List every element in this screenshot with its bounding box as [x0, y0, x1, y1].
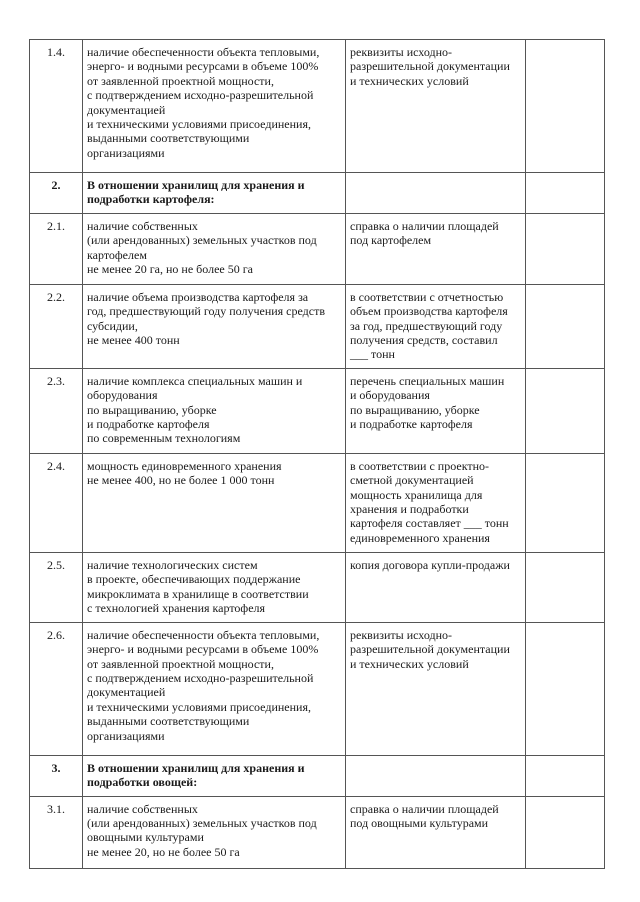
extra-cell	[526, 173, 605, 214]
table-row	[30, 622, 605, 755]
document-cell	[346, 755, 526, 796]
extra-cell	[526, 796, 605, 868]
criterion-cell: наличие объема производства картофеля за год, предшествующий году получения средств субсидии, не менее 400 тонн	[83, 284, 346, 368]
extra-cell	[526, 622, 605, 755]
section-number: 3.	[30, 755, 83, 796]
criterion-cell: наличие технологических систем в проекте, обеспечивающих поддержание микроклимата в хранилище в соответствии с технологией хранения картофеля	[83, 552, 346, 622]
document-cell: реквизиты исходно- разрешительной документации и технических условий	[346, 40, 526, 173]
document-cell: в соответствии с проектно- сметной документацией мощность хранилища для хранения и подработки картофеля составляет ___ тонн единовременного хранения	[346, 453, 526, 552]
extra-cell	[526, 368, 605, 453]
table-row	[30, 284, 605, 368]
section-row	[30, 755, 605, 796]
document-cell	[346, 173, 526, 214]
document-cell: копия договора купли-продажи	[346, 552, 526, 622]
section-row	[30, 173, 605, 214]
row-number: 2.6.	[30, 622, 83, 755]
row-number: 2.2.	[30, 284, 83, 368]
row-number: 3.1.	[30, 796, 83, 868]
table-row	[30, 796, 605, 868]
document-cell: реквизиты исходно- разрешительной документации и технических условий	[346, 622, 526, 755]
row-number: 2.3.	[30, 368, 83, 453]
criterion-cell: наличие собственных (или арендованных) земельных участков под овощными культурами не менее 20, но не более 50 га	[83, 796, 346, 868]
criterion-cell: наличие собственных (или арендованных) земельных участков под картофелем не менее 20 га, но не более 50 га	[83, 213, 346, 284]
table-row	[30, 40, 605, 173]
table-row	[30, 368, 605, 453]
row-number: 2.5.	[30, 552, 83, 622]
extra-cell	[526, 755, 605, 796]
criteria-table	[29, 39, 605, 869]
criterion-cell: наличие комплекса специальных машин и оборудования по выращиванию, уборке и подработке картофеля по современным технологиям	[83, 368, 346, 453]
criterion-cell: наличие обеспеченности объекта тепловыми, энерго- и водными ресурсами в объеме 100% от заявленной проектной мощности, с подтверждением исходно-разрешительной документацией и техническими условиями присоединения, выданными соответствующими организациями	[83, 622, 346, 755]
table-row	[30, 552, 605, 622]
extra-cell	[526, 40, 605, 173]
table-row	[30, 213, 605, 284]
document-cell: в соответствии с отчетностью объем производства картофеля за год, предшествующий году получения средств, составил ___ тонн	[346, 284, 526, 368]
document-cell: справка о наличии площадей под овощными культурами	[346, 796, 526, 868]
row-number: 1.4.	[30, 40, 83, 173]
extra-cell	[526, 453, 605, 552]
extra-cell	[526, 213, 605, 284]
section-number: 2.	[30, 173, 83, 214]
document-cell: справка о наличии площадей под картофелем	[346, 213, 526, 284]
row-number: 2.4.	[30, 453, 83, 552]
document-cell: перечень специальных машин и оборудования по выращиванию, уборке и подработке картофеля	[346, 368, 526, 453]
section-heading: В отношении хранилищ для хранения и подработки картофеля:	[83, 173, 346, 214]
extra-cell	[526, 552, 605, 622]
row-number: 2.1.	[30, 213, 83, 284]
criterion-cell: мощность единовременного хранения не менее 400, но не более 1 000 тонн	[83, 453, 346, 552]
table-row	[30, 453, 605, 552]
section-heading: В отношении хранилищ для хранения и подработки овощей:	[83, 755, 346, 796]
criterion-cell: наличие обеспеченности объекта тепловыми, энерго- и водными ресурсами в объеме 100% от заявленной проектной мощности, с подтверждением исходно-разрешительной документацией и техническими условиями присоединения, выданными соответствующими организациями	[83, 40, 346, 173]
extra-cell	[526, 284, 605, 368]
